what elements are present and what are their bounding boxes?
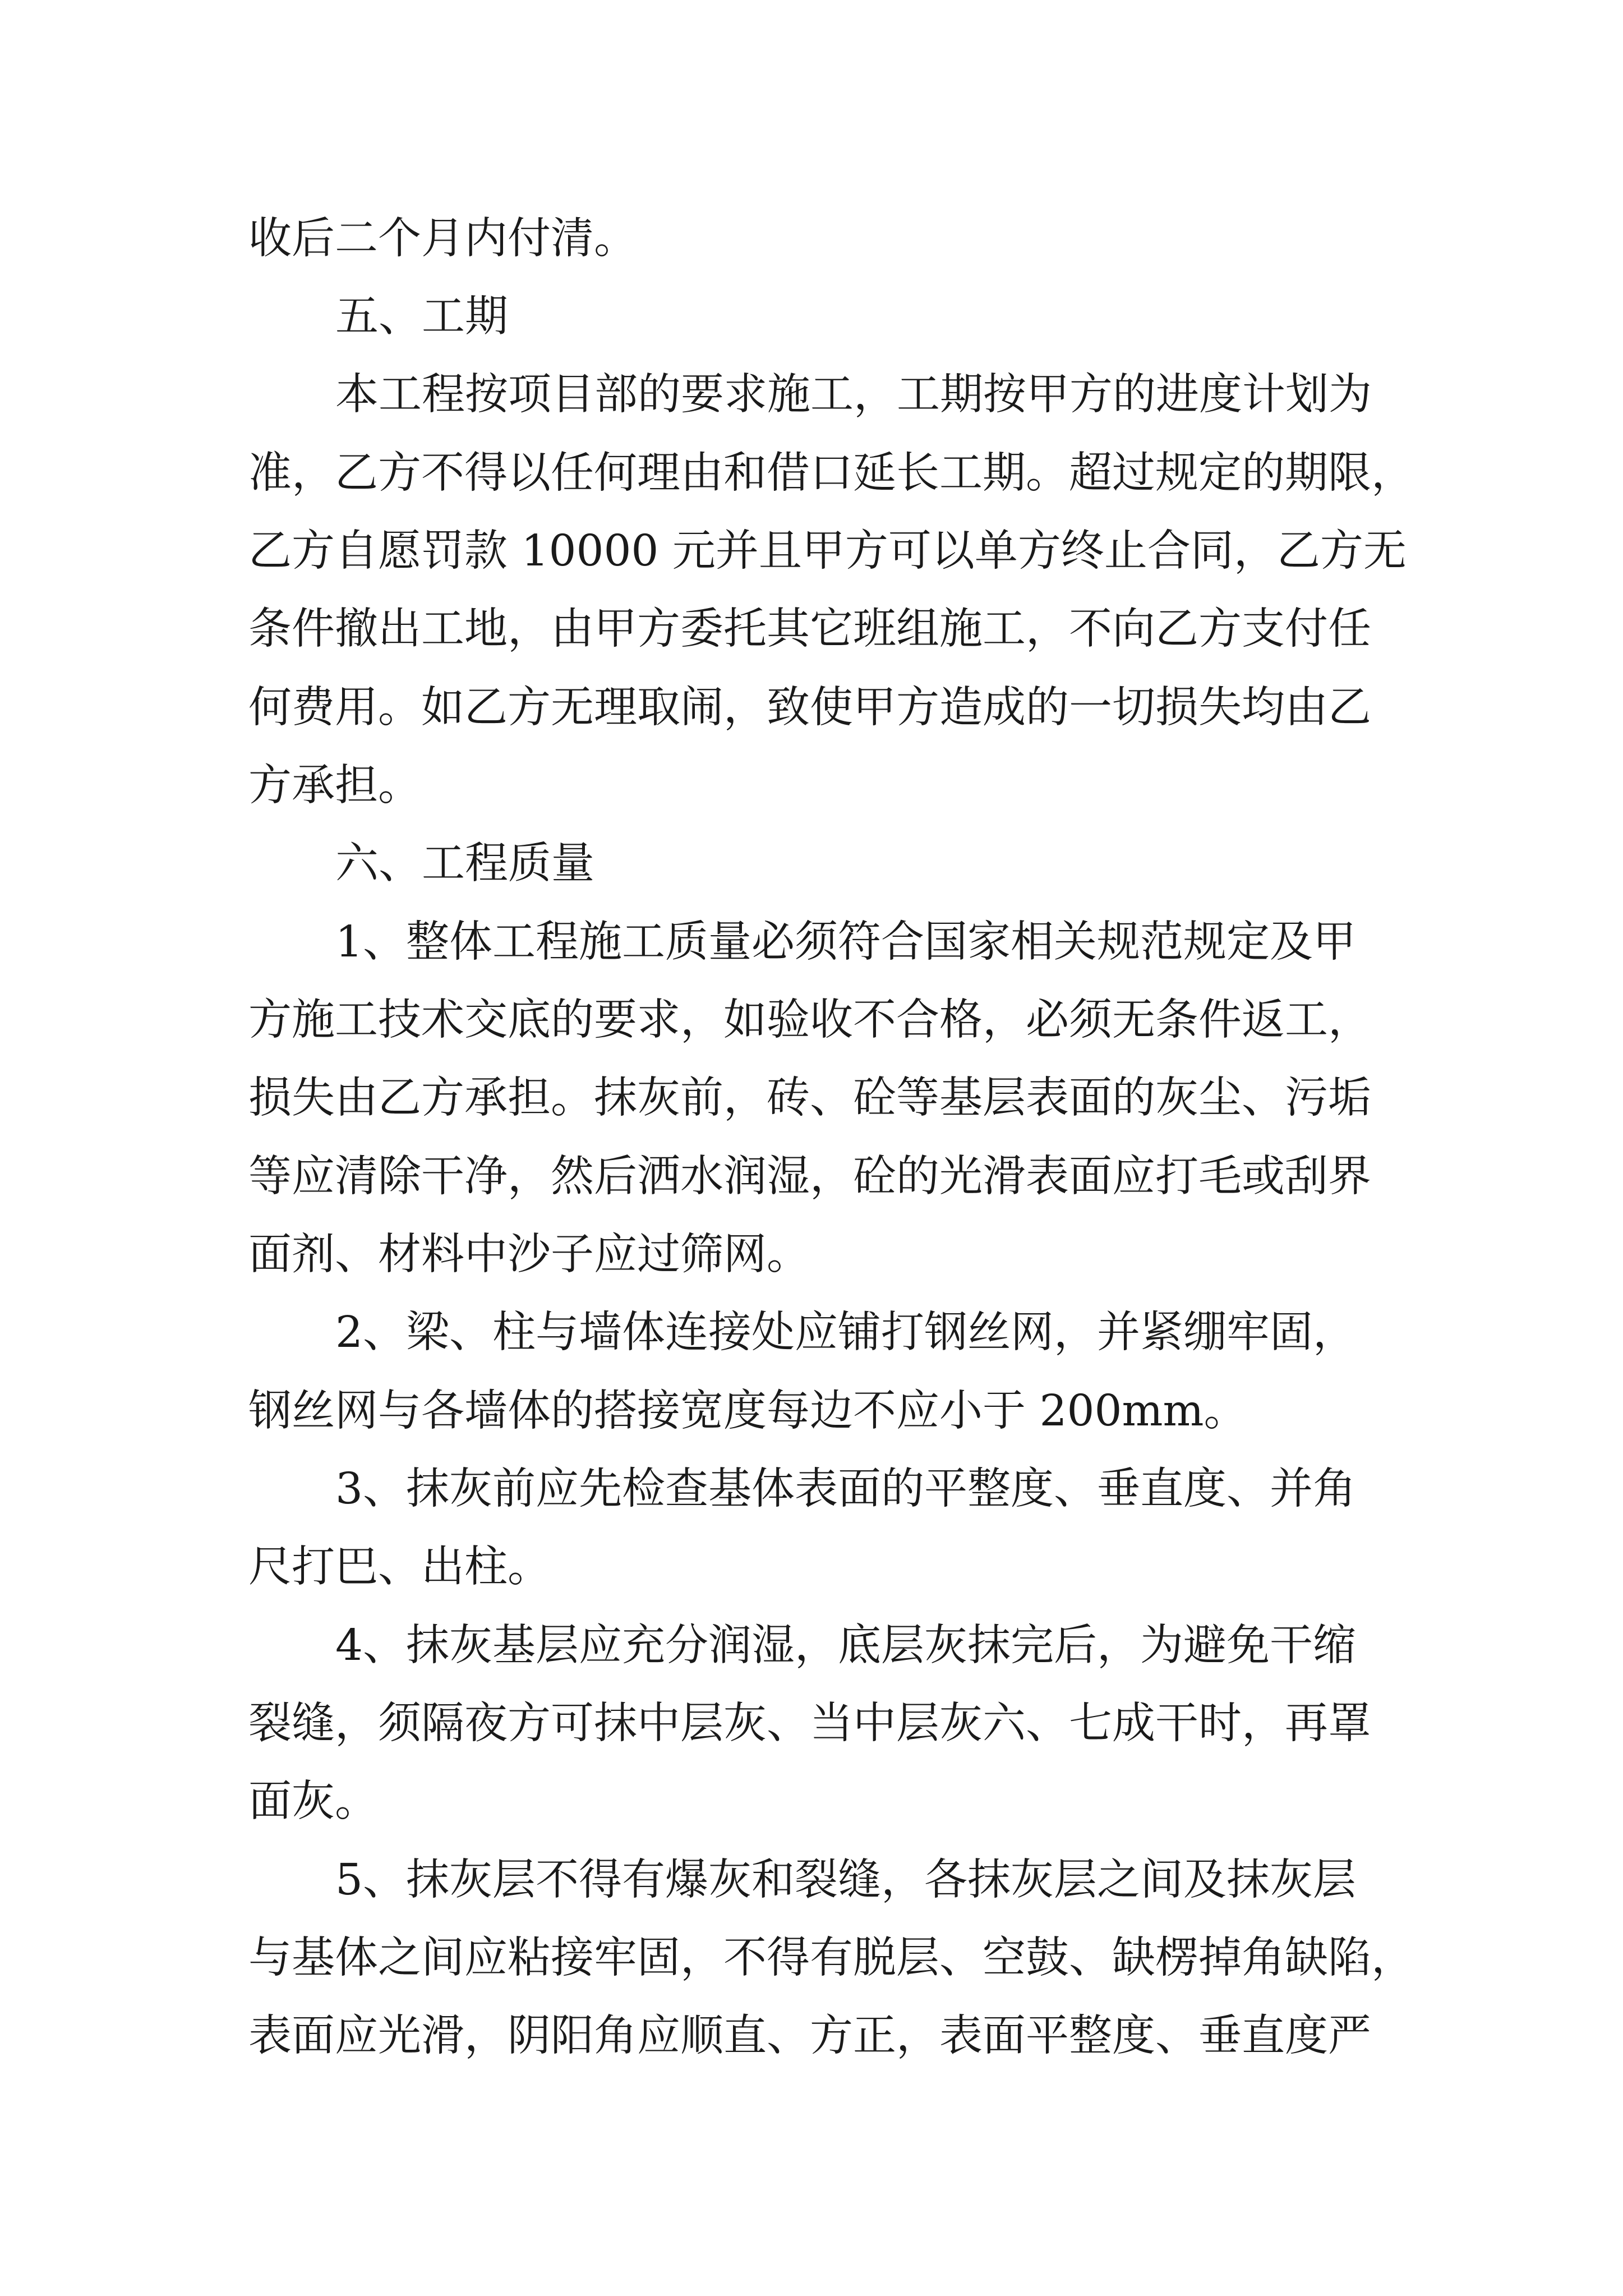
text-line: 面剂、材料中沙子应过筛网。 (248, 1230, 810, 1280)
text-line: 方施工技术交底的要求，如验收不合格，必须无条件返工， (248, 995, 1371, 1045)
text-line: 面灰。 (248, 1777, 378, 1826)
text-line: 等应清除干净，然后洒水润湿，砼的光滑表面应打毛或刮界 (248, 1152, 1371, 1202)
text-line: 1、整体工程施工质量必须符合国家相关规范规定及甲 (335, 917, 1356, 967)
text-line: 条件撤出工地，由甲方委托其它班组施工，不向乙方支付任 (248, 604, 1371, 654)
text-line: 乙方自愿罚款 10000 元并且甲方可以单方终止合同，乙方无 (248, 526, 1407, 576)
text-line: 尺打巴、出柱。 (248, 1542, 551, 1592)
text-line: 何费用。如乙方无理取闹，致使甲方造成的一切损失均由乙 (248, 683, 1371, 733)
text-line: 3、抹灰前应先检查基体表面的平整度、垂直度、并角 (335, 1464, 1356, 1514)
text-line: 4、抹灰基层应充分润湿，底层灰抹完后，为避免干缩 (335, 1621, 1356, 1671)
text-line: 收后二个月内付清。 (248, 214, 637, 264)
section-heading: 五、工期 (335, 292, 508, 342)
text-line: 5、抹灰层不得有爆灰和裂缝，各抹灰层之间及抹灰层 (335, 1855, 1356, 1905)
text-line: 准，乙方不得以任何理由和借口延长工期。超过规定的期限， (248, 448, 1414, 498)
text-line: 本工程按项目部的要求施工，工期按甲方的进度计划为 (335, 370, 1372, 420)
text-line: 损失由乙方承担。抹灰前，砖、砼等基层表面的灰尘、污垢 (248, 1073, 1371, 1123)
text-line: 表面应光滑，阴阳角应顺直、方正，表面平整度、垂直度严 (248, 2011, 1371, 2061)
text-line: 2、梁、柱与墙体连接处应铺打钢丝网，并紧绷牢固， (335, 1308, 1356, 1358)
text-line: 裂缝，须隔夜方可抹中层灰、当中层灰六、七成干时，再罩 (248, 1699, 1371, 1749)
text-line: 方承担。 (248, 761, 421, 811)
text-line: 钢丝网与各墙体的搭接宽度每边不应小于 200mm。 (248, 1386, 1247, 1436)
text-line: 与基体之间应粘接牢固，不得有脱层、空鼓、缺楞掉角缺陷， (248, 1933, 1414, 1983)
section-heading: 六、工程质量 (335, 839, 594, 889)
